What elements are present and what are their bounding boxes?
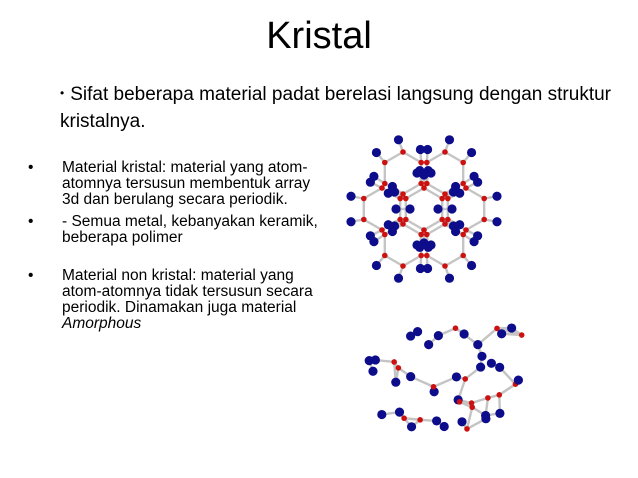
blue-atom: [394, 135, 403, 144]
blue-atom: [346, 192, 355, 201]
red-atom: [361, 196, 367, 202]
red-atom: [496, 392, 502, 398]
bond-line: [364, 188, 382, 199]
bond-line: [445, 256, 463, 267]
red-atom: [400, 149, 406, 155]
red-atom: [401, 415, 407, 421]
blue-atom: [426, 240, 435, 249]
blue-atom: [394, 274, 403, 283]
bond-line: [385, 256, 403, 267]
red-atom: [519, 332, 525, 338]
bond-line: [364, 220, 382, 231]
blue-atom: [451, 227, 460, 236]
blue-atom: [434, 331, 443, 340]
blue-atom: [426, 168, 435, 177]
blue-atom: [413, 327, 422, 336]
blue-atom: [424, 340, 433, 349]
blue-atom: [445, 135, 454, 144]
red-atom: [379, 185, 385, 191]
blue-atom: [366, 178, 375, 187]
blue-atom: [391, 204, 400, 213]
intro-sentence: Sifat beberapa material padat berelasi langsung dengan struktur kristalnya.: [60, 84, 611, 132]
red-atom: [481, 217, 487, 223]
red-atom: [439, 196, 445, 202]
blue-atom: [477, 352, 486, 361]
intro-bullet: •: [60, 86, 65, 100]
bond-line: [385, 152, 403, 163]
bullet-text: Material kristal: material yang atom-atomnya tersusun membentuk array 3d dan berulang secara periodik.: [62, 159, 311, 208]
blue-atom: [445, 274, 454, 283]
blue-atom: [460, 329, 469, 338]
blue-atom: [497, 329, 506, 338]
blue-atom: [412, 168, 421, 177]
bullet-italic-term: Amorphous: [62, 315, 142, 332]
red-atom: [417, 417, 423, 423]
red-atom: [442, 263, 448, 269]
intro-text: [60, 80, 620, 135]
red-atom: [424, 253, 430, 259]
bond-line: [466, 188, 484, 199]
red-atom: [431, 384, 437, 390]
red-atom: [418, 253, 424, 259]
blue-atom: [406, 372, 415, 381]
bullet-marker: •: [28, 159, 34, 176]
blue-atom: [407, 422, 416, 431]
blue-atom: [390, 187, 399, 196]
bullet-item: [28, 160, 318, 208]
bond-line: [445, 152, 463, 163]
blue-atom: [368, 367, 377, 376]
blue-atom: [405, 204, 414, 213]
red-atom: [396, 365, 402, 371]
bond-line: [499, 384, 515, 395]
red-atom: [464, 426, 470, 432]
slide-title: Kristal: [266, 15, 372, 57]
red-atom: [382, 160, 388, 166]
red-atom: [460, 232, 466, 238]
bullet-text: Material non kristal: material yang atom-atomnya tidak tersusun secara periodik. Dinamakan juga material: [62, 267, 313, 316]
blue-atom: [452, 372, 461, 381]
blue-atom: [391, 378, 400, 387]
blue-atom: [495, 363, 504, 372]
red-atom: [457, 399, 463, 405]
red-atom: [361, 217, 367, 223]
bond-group: [346, 135, 501, 283]
red-atom: [421, 185, 427, 191]
red-atom: [442, 221, 448, 227]
red-atom: [391, 359, 397, 365]
blue-atom: [447, 204, 456, 213]
red-atom: [418, 232, 424, 238]
red-atom: [400, 263, 406, 269]
blue-atom: [395, 408, 404, 417]
blue-atom: [455, 189, 464, 198]
red-atom: [403, 196, 409, 202]
blue-atom: [412, 240, 421, 249]
blue-atom: [481, 414, 490, 423]
blue-atom: [473, 178, 482, 187]
bullet-marker: •: [28, 213, 34, 230]
bullet-item: [28, 214, 318, 246]
blue-atom: [371, 355, 380, 364]
blue-atom: [467, 148, 476, 157]
red-atom: [424, 160, 430, 166]
amorphous-structure-image: [355, 318, 535, 448]
red-atom: [382, 232, 388, 238]
red-atom: [463, 185, 469, 191]
blue-atom: [476, 362, 485, 371]
bullet-marker: •: [28, 267, 34, 284]
red-atom: [397, 196, 403, 202]
blue-atom: [514, 376, 523, 385]
red-atom: [460, 160, 466, 166]
red-atom: [485, 395, 491, 401]
blue-atom: [492, 217, 501, 226]
blue-atom: [487, 359, 496, 368]
crystal-structure-image: [355, 140, 530, 280]
blue-atom: [473, 340, 482, 349]
blue-atom: [423, 145, 432, 154]
bullet-item: [28, 268, 318, 332]
red-atom: [453, 325, 459, 331]
bond-group: [365, 323, 525, 431]
blue-atom: [372, 148, 381, 157]
bullet-text: - Semua metal, kebanyakan keramik, beberapa polimer: [62, 213, 318, 246]
blue-atom: [469, 237, 478, 246]
blue-atom: [377, 410, 386, 419]
blue-atom: [372, 261, 381, 270]
blue-atom: [440, 422, 449, 431]
red-atom: [442, 149, 448, 155]
red-atom: [469, 400, 475, 406]
blue-atom: [432, 416, 441, 425]
red-atom: [382, 253, 388, 259]
red-atom: [460, 253, 466, 259]
bond-line: [466, 220, 484, 231]
blue-atom: [423, 264, 432, 273]
bullet-list: [28, 160, 318, 332]
red-atom: [400, 221, 406, 227]
blue-atom: [457, 417, 466, 426]
blue-atom: [507, 323, 516, 332]
blue-atom: [467, 261, 476, 270]
blue-atom: [433, 204, 442, 213]
blue-atom: [495, 409, 504, 418]
blue-atom: [388, 227, 397, 236]
blue-atom: [346, 217, 355, 226]
red-atom: [481, 196, 487, 202]
red-atom: [462, 376, 468, 382]
red-atom: [424, 232, 430, 238]
red-atom: [445, 196, 451, 202]
blue-atom: [369, 237, 378, 246]
red-atom: [418, 160, 424, 166]
blue-atom: [492, 192, 501, 201]
